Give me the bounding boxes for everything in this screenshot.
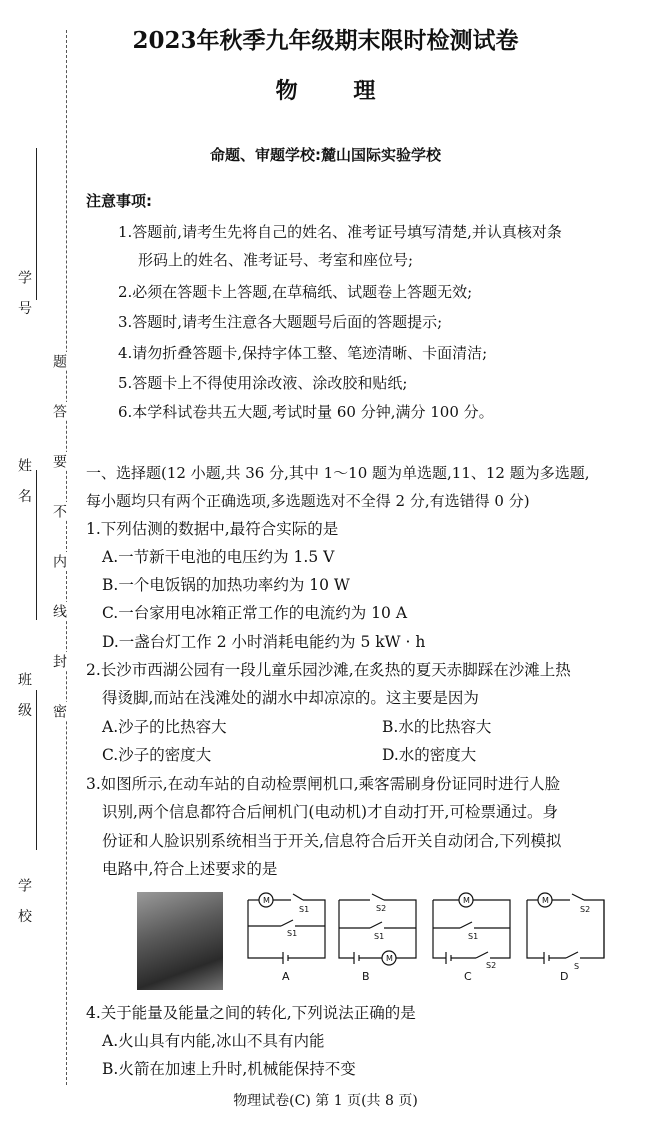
seal-char: 要 [51, 454, 67, 468]
question-3-stem-cont: 电路中,符合上述要求的是 [102, 860, 278, 878]
note-item: 3.答题时,请考生注意各大题题号后面的答题提示; [118, 313, 443, 331]
student-id-label: 学 号 [16, 270, 32, 321]
question-3-stem-cont: 识别,两个信息都符合后闸机门(电动机)才自动打开,可检票通过。身 [102, 803, 558, 821]
q1-option-a: A.一节新干电池的电压约为 1.5 V [102, 548, 335, 566]
motor-label: M [263, 896, 270, 905]
q2-option-a: A.沙子的比热容大 [102, 718, 227, 736]
seal-char: 不 [51, 504, 67, 518]
q1-option-b: B.一个电饭锅的加热功率约为 10 W [102, 576, 350, 594]
note-item: 5.答题卡上不得使用涂改液、涂改胶和贴纸; [118, 374, 408, 392]
section-heading: 一、选择题(12 小题,共 36 分,其中 1～10 题为单选题,11、12 题为多选题, [86, 464, 590, 482]
seal-char: 密 [51, 704, 67, 718]
note-item: 4.请勿折叠答题卡,保持字体工整、笔迹清晰、卡面清洁; [118, 344, 488, 362]
student-id-field [36, 148, 37, 300]
q2-option-c: C.沙子的密度大 [102, 746, 212, 764]
circuit-a-label: A [282, 970, 290, 983]
q2-option-b: B.水的比热容大 [382, 718, 492, 736]
seal-char: 封 [51, 654, 67, 668]
switch-label: S2 [580, 905, 591, 914]
section-heading-cont: 每小题均只有两个正确选项,多选题选对不全得 2 分,有选错得 0 分) [86, 492, 530, 510]
q1-option-d: D.一盏台灯工作 2 小时消耗电能约为 5 kW · h [102, 633, 426, 651]
circuit-diagram-b [334, 890, 422, 970]
note-item: 形码上的姓名、准考证号、考室和座位号; [138, 251, 414, 269]
question-2-stem-cont: 得烫脚,而站在浅滩处的湖水中却凉凉的。这主要是因为 [102, 689, 479, 707]
circuit-b-label: B [362, 970, 370, 983]
name-label: 姓 名 [16, 458, 32, 509]
q2-option-d: D.水的密度大 [382, 746, 477, 764]
circuit-d-label: D [560, 970, 569, 983]
switch-label: S2 [486, 961, 497, 970]
circuit-diagram-c [428, 890, 516, 970]
seal-char: 题 [51, 354, 67, 368]
circuit-c-label: C [464, 970, 472, 983]
switch-label: S1 [299, 905, 310, 914]
switch-label: S1 [287, 929, 298, 938]
seal-char: 线 [51, 604, 67, 618]
seal-char: 内 [51, 554, 67, 568]
note-item: 6.本学科试卷共五大题,考试时量 60 分钟,满分 100 分。 [118, 403, 494, 421]
class-label: 班 级 [16, 672, 32, 723]
note-item: 1.答题前,请考生先将自己的姓名、准考证号填写清楚,并认真核对条 [118, 223, 562, 241]
exam-title: 2023年秋季九年级期末限时检测试卷 [132, 27, 519, 54]
subject-title: 物 理 [275, 78, 400, 104]
school-label: 学 校 [16, 878, 32, 929]
switch-label: S2 [376, 904, 387, 913]
setter-school: 命题、审题学校:麓山国际实验学校 [209, 146, 441, 164]
ticket-gate-photo [137, 892, 223, 990]
q4-option-b: B.火箭在加速上升时,机械能保持不变 [102, 1060, 356, 1078]
question-4-stem: 4.关于能量及能量之间的转化,下列说法正确的是 [86, 1004, 416, 1022]
motor-label: M [542, 896, 549, 905]
class-field [36, 690, 37, 850]
circuit-diagram-d [522, 890, 610, 970]
circuit-diagram-a [243, 890, 331, 970]
q4-option-a: A.火山具有内能,冰山不具有内能 [102, 1032, 325, 1050]
q1-option-c: C.一台家用电冰箱正常工作的电流约为 10 A [102, 604, 408, 622]
switch-label: S1 [374, 932, 385, 941]
question-1-stem: 1.下列估测的数据中,最符合实际的是 [86, 520, 339, 538]
page-footer: 物理试卷(C) 第 1 页(共 8 页) [233, 1093, 418, 1109]
question-3-stem-cont: 份证和人脸识别系统相当于开关,信息符合后开关自动闭合,下列模拟 [102, 832, 562, 850]
name-field [36, 470, 37, 620]
motor-label: M [386, 954, 393, 963]
notes-heading: 注意事项: [86, 192, 152, 210]
seal-char: 答 [51, 404, 67, 418]
question-2-stem: 2.长沙市西湖公园有一段儿童乐园沙滩,在炙热的夏天赤脚踩在沙滩上热 [86, 661, 571, 679]
switch-label: S1 [468, 932, 479, 941]
motor-label: M [463, 896, 470, 905]
question-3-stem: 3.如图所示,在动车站的自动检票闸机口,乘客需刷身份证同时进行人脸 [86, 775, 561, 793]
switch-label: S [574, 962, 580, 970]
note-item: 2.必须在答题卡上答题,在草稿纸、试题卷上答题无效; [118, 283, 473, 301]
